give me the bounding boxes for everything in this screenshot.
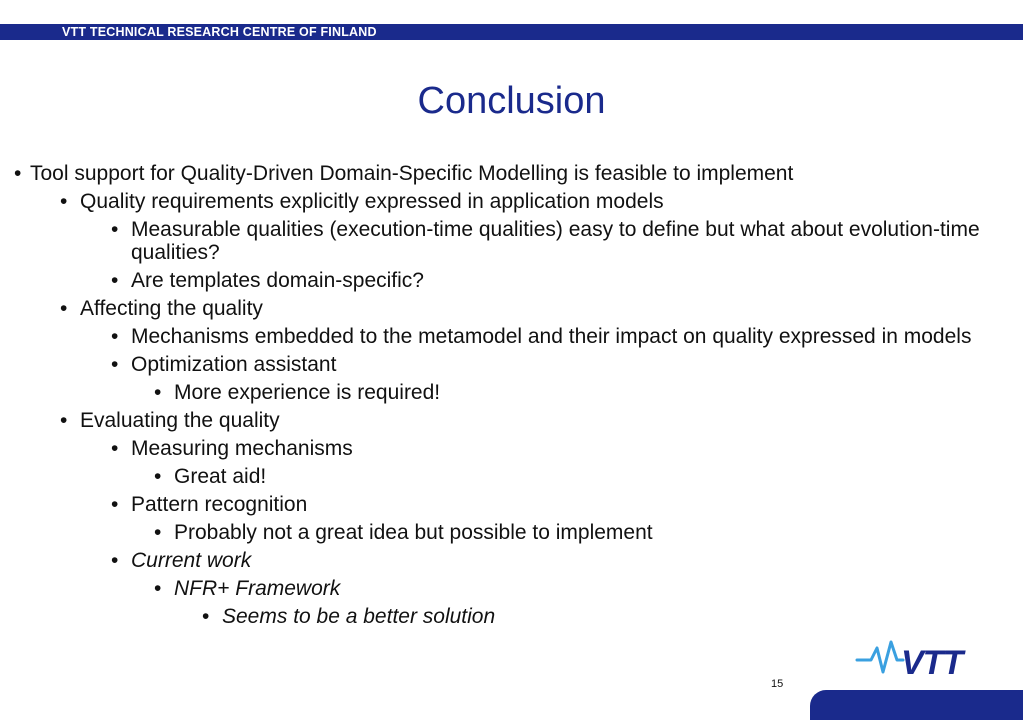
vtt-logo-icon	[855, 632, 981, 680]
bullet-text: Probably not a great idea but possible to implement	[174, 521, 653, 544]
bullet-text: More experience is required!	[174, 381, 441, 404]
logo-text: VTT	[901, 644, 963, 680]
bullet-icon: •	[60, 409, 68, 432]
bullet-text: Evaluating the quality	[80, 409, 280, 432]
bullet-icon: •	[111, 549, 119, 572]
bullet-icon: •	[111, 269, 119, 292]
bullet-text: Are templates domain-specific?	[131, 269, 424, 292]
slide-title: Conclusion	[417, 80, 606, 122]
bullet-item	[14, 409, 1004, 432]
bullet-text: Measuring mechanisms	[131, 437, 353, 460]
bullet-item	[14, 190, 1004, 213]
bullet-text: Measurable qualities (execution-time qualities) easy to define but what about evolution-time qualities?	[131, 218, 980, 264]
bullet-item	[14, 437, 1004, 460]
bullet-icon: •	[60, 297, 68, 320]
bullet-icon: •	[60, 190, 68, 213]
bullet-item	[14, 162, 1004, 185]
bullet-item	[14, 549, 1004, 572]
bullet-icon: •	[154, 465, 162, 488]
bullet-icon: •	[154, 521, 162, 544]
bullet-icon: •	[111, 353, 119, 376]
bullet-text: Current work	[131, 549, 252, 572]
page-number: 15	[771, 678, 784, 690]
bullet-icon: •	[111, 437, 119, 460]
bullet-icon: •	[111, 325, 119, 348]
organization-name: VTT TECHNICAL RESEARCH CENTRE OF FINLAND	[62, 25, 377, 39]
bullet-item	[14, 577, 1004, 600]
bullet-text: Great aid!	[174, 465, 267, 488]
bullet-item	[14, 325, 1004, 348]
bullet-text: Optimization assistant	[131, 353, 337, 376]
bullet-icon: •	[202, 605, 210, 628]
bullet-list	[14, 162, 1004, 633]
footer-bar	[810, 690, 1023, 720]
bullet-text: Pattern recognition	[131, 493, 308, 516]
bullet-item	[14, 605, 1004, 628]
bullet-icon: •	[154, 577, 162, 600]
bullet-text: NFR+ Framework	[174, 577, 341, 600]
bullet-text: Tool support for Quality-Driven Domain-Specific Modelling is feasible to implement	[30, 162, 794, 185]
bullet-item	[14, 218, 1004, 264]
bullet-item	[14, 465, 1004, 488]
bullet-icon: •	[111, 218, 119, 241]
header-bar	[0, 24, 1023, 40]
bullet-icon: •	[111, 493, 119, 516]
bullet-item	[14, 353, 1004, 376]
bullet-text: Affecting the quality	[80, 297, 263, 320]
bullet-item	[14, 521, 1004, 544]
bullet-item	[14, 269, 1004, 292]
bullet-text: Quality requirements explicitly expressed in application models	[80, 190, 664, 213]
bullet-icon: •	[14, 162, 22, 185]
bullet-item	[14, 381, 1004, 404]
bullet-text: Seems to be a better solution	[222, 605, 496, 628]
bullet-text: Mechanisms embedded to the metamodel and their impact on quality expressed in models	[131, 325, 972, 348]
bullet-icon: •	[154, 381, 162, 404]
bullet-item	[14, 493, 1004, 516]
bullet-item	[14, 297, 1004, 320]
